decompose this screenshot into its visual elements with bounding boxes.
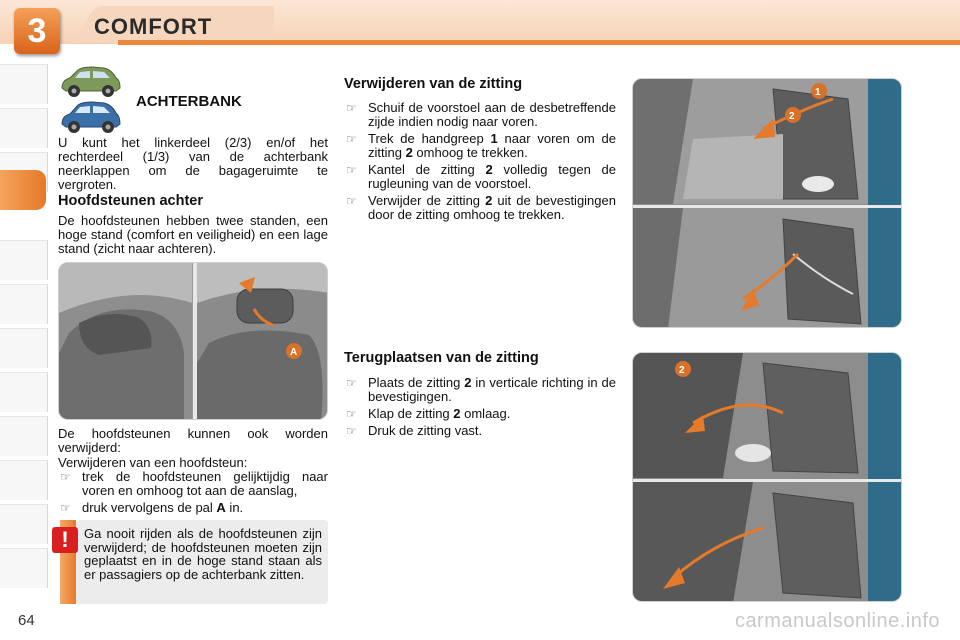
side-tab[interactable] bbox=[0, 108, 48, 148]
hand-pointer-icon bbox=[346, 407, 357, 421]
side-tab-active[interactable] bbox=[0, 170, 46, 210]
page-title: COMFORT bbox=[94, 14, 213, 39]
side-tab[interactable] bbox=[0, 460, 48, 500]
callout-2: 2 bbox=[789, 111, 795, 122]
chapter-badge: 3 bbox=[14, 8, 60, 54]
label-a: A bbox=[290, 347, 298, 358]
list-item: ☞ Kantel de zitting 2 volledig tegen de rugleuning van de voorstoel. bbox=[344, 163, 616, 191]
list-item: ☞ Schuif de voorstoel aan de desbetreffende zijde indien nodig naar voren. bbox=[344, 101, 616, 129]
headrest-steps bbox=[58, 470, 328, 518]
section-title-achterbank: ACHTERBANK bbox=[136, 93, 242, 110]
headrests-intro: De hoofdsteunen hebben twee standen, een hoge stand (comfort en veiligheid) en een lage stand (zicht naar achteren). bbox=[58, 213, 328, 256]
section-title-refit-seat: Terugplaatsen van de zitting bbox=[344, 350, 539, 366]
side-tab[interactable] bbox=[0, 504, 48, 544]
hand-pointer-icon bbox=[346, 194, 357, 208]
side-tab[interactable] bbox=[0, 64, 48, 104]
warning-text: Ga nooit rijden als de hoofdsteunen zijn verwijderd; de hoofdsteunen moeten zijn geplaatst en in de hoge stand staan als er passagiers op de achterbank zitten. bbox=[84, 526, 322, 582]
watermark: carmanualsonline.info bbox=[734, 610, 940, 632]
car-blue-icon bbox=[58, 100, 122, 134]
hand-pointer-icon bbox=[346, 163, 357, 177]
remove-seat-photo bbox=[632, 78, 902, 328]
header-rule bbox=[118, 40, 960, 45]
list-item: ☞ Plaats de zitting 2 in verticale richting in de bevestigingen. bbox=[344, 376, 616, 404]
list-item: ☞ druk vervolgens de pal A in. bbox=[58, 501, 328, 515]
remove-seat-steps bbox=[344, 101, 616, 225]
headrest-remove-title: Verwijderen van een hoofdsteun: bbox=[58, 455, 248, 470]
side-tab[interactable] bbox=[0, 548, 48, 588]
headrests-removable: De hoofdsteunen kunnen ook worden verwijderd: bbox=[58, 426, 328, 455]
list-item: ☞ Trek de handgreep 1 naar voren om de zitting 2 omhoog te trekken. bbox=[344, 132, 616, 160]
rear-seat-intro: U kunt het linkerdeel (2/3) en/of het rechterdeel (1/3) van de achterbank neerklappen om de bagageruimte te vergroten. bbox=[58, 135, 328, 192]
car-green-icon bbox=[58, 64, 122, 98]
hand-pointer-icon bbox=[346, 424, 357, 438]
side-tab[interactable] bbox=[0, 284, 48, 324]
section-title-remove-seat: Verwijderen van de zitting bbox=[344, 76, 523, 92]
callout-1: 1 bbox=[815, 87, 821, 98]
hand-pointer-icon bbox=[346, 376, 357, 390]
page-number: 64 bbox=[18, 612, 35, 629]
side-tab[interactable] bbox=[0, 416, 48, 456]
list-item: ☞ Druk de zitting vast. bbox=[344, 424, 616, 438]
warning-icon: ! bbox=[52, 527, 78, 553]
hand-pointer-icon bbox=[60, 501, 71, 515]
list-item: ☞ trek de hoofdsteunen gelijktijdig naar voren en omhoog tot aan de aanslag, bbox=[58, 470, 328, 498]
section-title-headrests: Hoofdsteunen achter bbox=[58, 193, 204, 209]
side-tab[interactable] bbox=[0, 372, 48, 412]
side-tab[interactable] bbox=[0, 240, 48, 280]
headrest-photo bbox=[58, 262, 328, 420]
refit-seat-steps bbox=[344, 376, 616, 441]
list-item: ☞ Verwijder de zitting 2 uit de bevestigingen door de zitting omhoog te trekken. bbox=[344, 194, 616, 222]
refit-seat-photo bbox=[632, 352, 902, 602]
hand-pointer-icon bbox=[60, 470, 71, 484]
callout-2: 2 bbox=[679, 365, 685, 376]
hand-pointer-icon bbox=[346, 101, 357, 115]
list-item: ☞ Klap de zitting 2 omlaag. bbox=[344, 407, 616, 421]
hand-pointer-icon bbox=[346, 132, 357, 146]
side-tab[interactable] bbox=[0, 328, 48, 368]
